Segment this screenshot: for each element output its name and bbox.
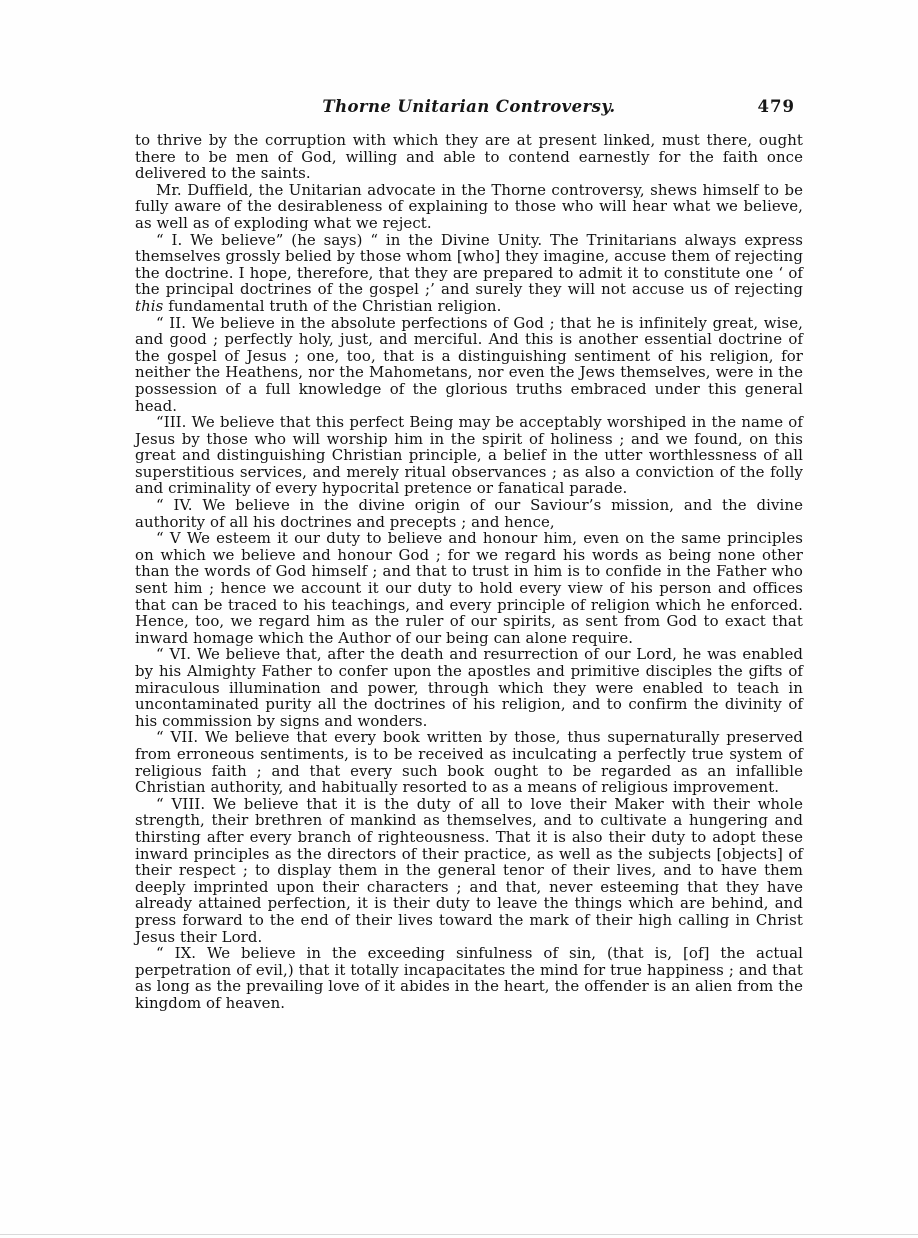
paragraph-text: “ II. We believe in the absolute perfections of God ; that he is infinitely great, wise, and good ; perfectly holy, just, and merciful. And this is another essential doctrine of the gospel of Jesus ; one, too, that is a distinguishing sentiment of his religion, for neither the Heathens, nor the Mahometans, nor even the Jews themselves, were in the possession of a full knowledge of the glorious truths embraced under this general head.	[135, 313, 803, 415]
paragraph-text: fundamental truth of the Christian religion.	[163, 296, 502, 315]
paragraph-text: “ VIII. We believe that it is the duty of all to love their Maker with their whole strength, their brethren of mankind as themselves, and to cultivate a hungering and thirsting after every branch of righteousness. That it is also their duty to adopt these inward principles as the directors of their practice, as well as the subjects [objects] of their respect ; to display them in the general tenor of their lives, and to have them deeply imprinted upon their characters ; and that, never esteeming that they have already attained perfection, it is their duty to leave the things which are behind, and press forward to the end of their lives toward the mark of their high calling in Christ Jesus their Lord.	[135, 794, 803, 946]
paragraph-text: Mr. Duffield, the Unitarian advocate in the Thorne controversy, shews himself to be fully aware of the desirableness of explaining to those who will hear what we believe, as well as of exploding what we reject.	[135, 180, 803, 232]
paragraph-text: “ V We esteem it our duty to believe and honour him, even on the same principles on which we believe and honour God ; for we regard his words as being none other than the words of God himself ; and that to trust in him is to confide in the Father who sent him ; hence we account it our duty to hold every view of his person and offices that can be traced to his teachings, and every principle of religion which he enforced. Hence, too, we regard him as the ruler of our spirits, as sent from God to exact that inward homage which the Author of our being can alone require.	[135, 529, 803, 647]
article-iii	[135, 414, 803, 497]
article-ix	[135, 945, 803, 1011]
paragraph-text: “ I. We believe” (he says) “ in the Divine Unity. The Trinitarians always express themselves grossly belied by those whom [who] they imagine, accuse them of rejecting the doctrine. I hope, therefore, that they are prepared to admit it to constitute one ‘ of the principal doctrines of the gospel ;’ and surely they will not accuse us of rejecting	[135, 230, 803, 299]
paragraph-text: “ IV. We believe in the divine origin of our Saviour’s mission, and the divine authority of all his doctrines and precepts ; and hence,	[135, 496, 803, 531]
duffield-paragraph	[135, 182, 803, 232]
paragraph-text: “ VII. We believe that every book written by those, thus supernaturally preserved from erroneous sentiments, is to be received as inculcating a perfectly true system of religious faith ; and that every such book ought to be regarded as an infallible Christian authority, and habitually resorted to as a means of religious improvement.	[135, 728, 803, 797]
page-number: 479	[757, 97, 795, 116]
paragraph-text: “ IX. We believe in the exceeding sinfulness of sin, (that is, [of] the actual perpetration of evil,) that it totally incapacitates the mind for true happiness ; and that as long as the prevailing love of it abides in the heart, the offender is an alien from the kingdom of heaven.	[135, 944, 803, 1012]
page-body	[135, 132, 803, 1011]
intro-continuation	[135, 132, 803, 182]
article-ii	[135, 315, 803, 415]
article-vii	[135, 729, 803, 795]
page-header	[135, 97, 803, 119]
paragraph-text: “ VI. We believe that, after the death and resurrection of our Lord, he was enabled by his Almighty Father to confer upon the apostles and primitive disciples the gifts of miraculous illumination and power, through which they were enabled to teach in uncontaminated purity all the doctrines of his religion, and to confirm the divinity of his commission by signs and wonders.	[135, 645, 803, 730]
article-v	[135, 530, 803, 646]
emphasis-text: this	[135, 296, 164, 315]
paragraph-text: “III. We believe that this perfect Being may be acceptably worshiped in the name of Jesus by those who will worship him in the spirit of holiness ; and we found, on this great and distinguishing Christian principle, a belief in the utter worthlessness of all superstitious services, and merely ritual observances ; as also a conviction of the folly and criminality of every hypocrital pretence or fanatical parade.	[135, 413, 803, 498]
article-iv	[135, 497, 803, 530]
article-i	[135, 232, 803, 315]
article-vi	[135, 646, 803, 729]
page-bottom-edge	[0, 1234, 918, 1235]
article-viii	[135, 796, 803, 945]
running-head-title: Thorne Unitarian Controversy.	[322, 97, 616, 116]
paragraph-text: to thrive by the corruption with which they are at present linked, must there, ought there to be men of God, willing and able to contend earnestly for the faith once delivered to the saints.	[135, 131, 803, 183]
